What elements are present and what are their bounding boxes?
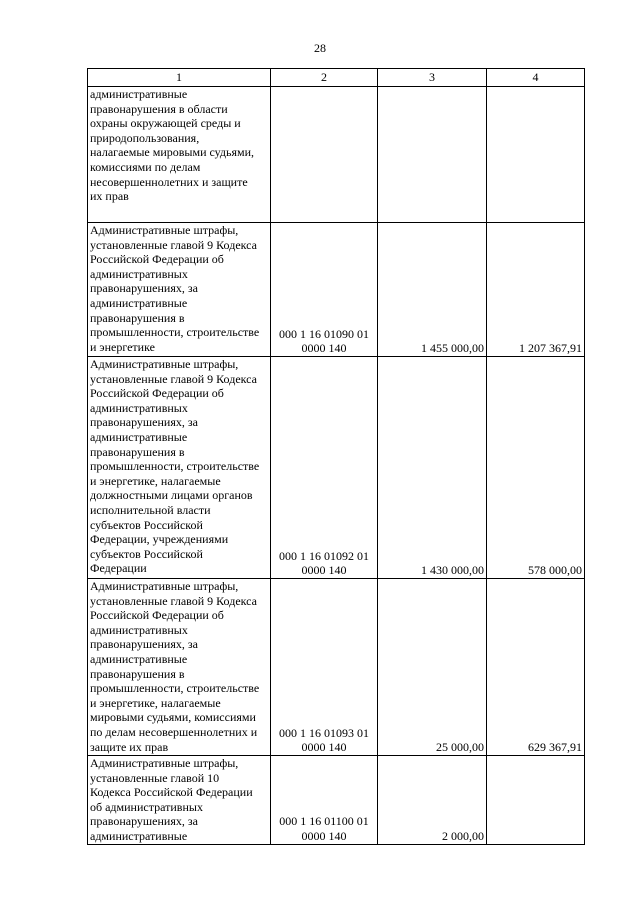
row-value-col3: 2 000,00 — [378, 756, 487, 845]
row-code: 000 1 16 01090 01 0000 140 — [271, 223, 378, 357]
row-description: Административные штрафы, установленные главой 9 Кодекса Российской Федерации об административных правонарушениях, за административные правонарушения в промышленности, строительстве и энергетике, налагаемые мировыми судьями, комиссиями по делам несовершеннолетних и защите их прав — [88, 579, 271, 756]
page-number: 28 — [314, 41, 326, 55]
table-row — [88, 756, 585, 845]
table-header-row — [88, 69, 585, 87]
table-row — [88, 357, 585, 579]
row-code — [271, 87, 378, 223]
table-row — [88, 223, 585, 357]
row-value-col3: 1 455 000,00 — [378, 223, 487, 357]
row-description: административные правонарушения в области охраны окружающей среды и природопользования, налагаемые мировыми судьями, комиссиями по делам несовершеннолетних и защите их прав — [88, 87, 271, 223]
table-row — [88, 87, 585, 223]
budget-revenue-table — [87, 68, 585, 845]
row-value-col3 — [378, 87, 487, 223]
column-header: 2 — [271, 69, 378, 87]
row-value-col4: 629 367,91 — [487, 579, 585, 756]
column-header: 1 — [88, 69, 271, 87]
row-value-col4 — [487, 756, 585, 845]
row-value-col3: 25 000,00 — [378, 579, 487, 756]
row-value-col4 — [487, 87, 585, 223]
row-code: 000 1 16 01093 01 0000 140 — [271, 579, 378, 756]
row-code: 000 1 16 01092 01 0000 140 — [271, 357, 378, 579]
row-description: Административные штрафы, установленные главой 9 Кодекса Российской Федерации об административных правонарушениях, за административные правонарушения в промышленности, строительстве и энергетике, налагаемые должностными лицами органов исполнительной власти субъектов Российской Федерации, учреждениями субъектов Российской Федерации — [88, 357, 271, 579]
column-header: 4 — [487, 69, 585, 87]
row-value-col4: 578 000,00 — [487, 357, 585, 579]
row-description: Административные штрафы, установленные главой 10 Кодекса Российской Федерации об административных правонарушениях, за административные — [88, 756, 271, 845]
row-code: 000 1 16 01100 01 0000 140 — [271, 756, 378, 845]
row-value-col3: 1 430 000,00 — [378, 357, 487, 579]
table-row — [88, 579, 585, 756]
row-value-col4: 1 207 367,91 — [487, 223, 585, 357]
row-description: Административные штрафы, установленные главой 9 Кодекса Российской Федерации об административных правонарушениях, за административные правонарушения в промышленности, строительстве и энергетике — [88, 223, 271, 357]
column-header: 3 — [378, 69, 487, 87]
